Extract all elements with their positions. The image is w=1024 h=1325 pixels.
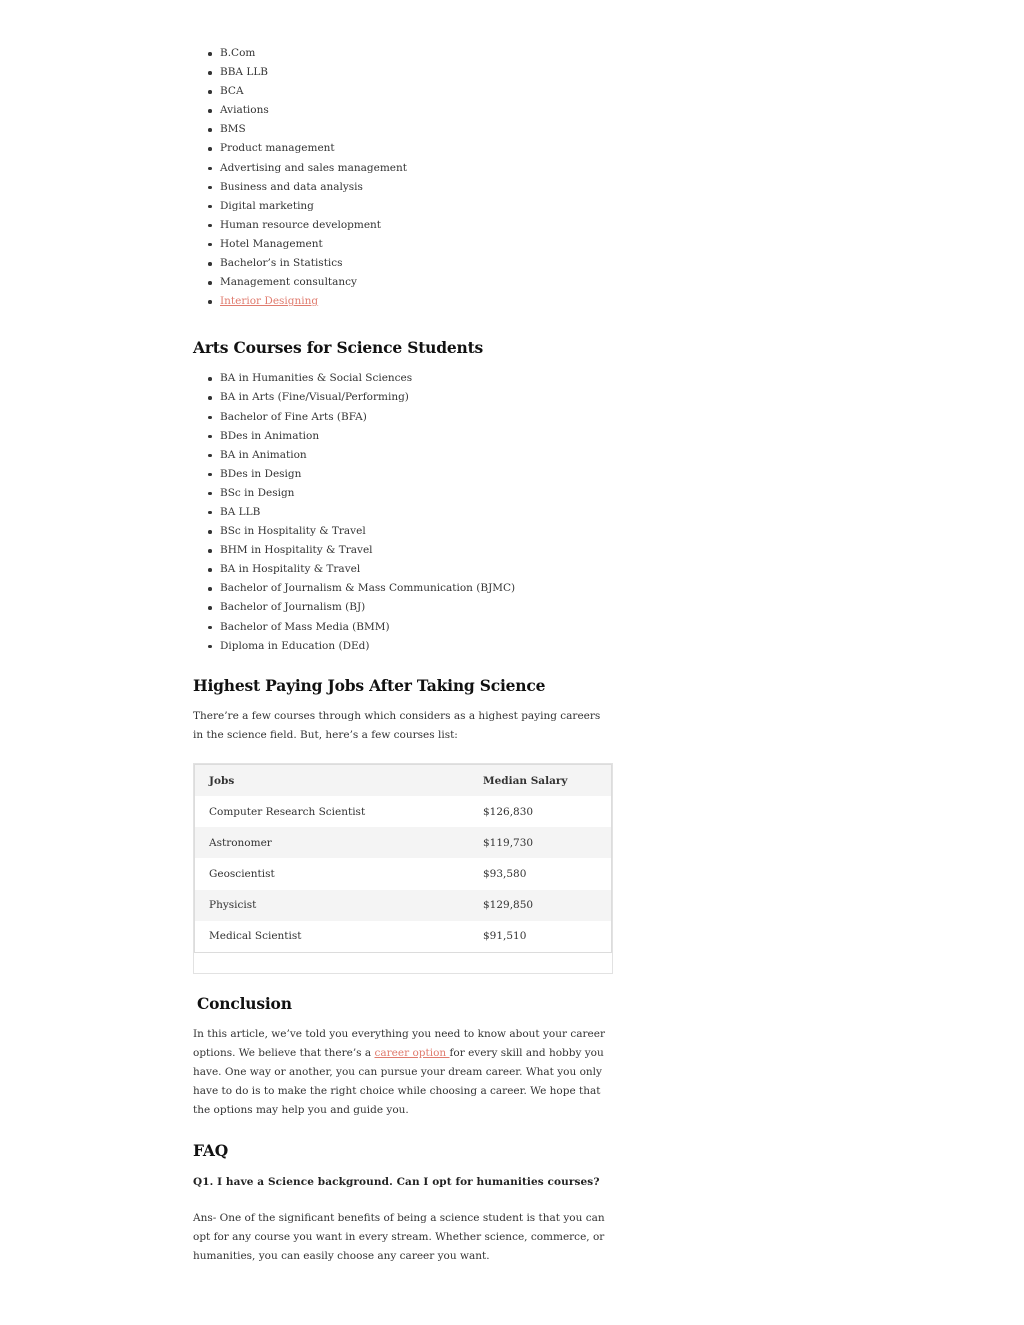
salary-cell: $126,830 — [469, 796, 612, 827]
list-item: Product management — [220, 139, 613, 158]
arts-courses-heading: Arts Courses for Science Students — [193, 338, 484, 358]
job-cell: Computer Research Scientist — [195, 796, 470, 827]
list-item: Bachelor of Mass Media (BMM) — [220, 618, 613, 637]
list-item: BA in Arts (Fine/Visual/Performing) — [220, 388, 613, 407]
interior-designing-link[interactable]: Interior Designing — [220, 295, 319, 308]
list-item: BA in Animation — [220, 446, 613, 465]
table-row — [195, 858, 612, 889]
salary-table — [194, 764, 612, 953]
list-item: Human resource development — [220, 216, 613, 235]
list-item: BA LLB — [220, 503, 613, 522]
salary-table-wrapper — [193, 763, 613, 974]
table-row — [195, 827, 612, 858]
list-item: Advertising and sales management — [220, 159, 613, 178]
list-item: BA in Humanities & Social Sciences — [220, 369, 613, 388]
salary-cell: $129,850 — [469, 890, 612, 921]
conclusion-heading: Conclusion — [197, 994, 292, 1014]
jobs-heading: Highest Paying Jobs After Taking Science — [193, 675, 546, 695]
list-item: BDes in Design — [220, 465, 613, 484]
list-item: Digital marketing — [220, 197, 613, 216]
list-item: Business and data analysis — [220, 178, 613, 197]
table-header-jobs: Jobs — [195, 764, 470, 796]
table-row — [195, 921, 612, 953]
arts-courses-list — [193, 369, 613, 655]
list-item: BHM in Hospitality & Travel — [220, 541, 613, 560]
salary-cell: $93,580 — [469, 858, 612, 889]
list-item: B.Com — [220, 44, 613, 63]
list-item: Bachelor of Journalism (BJ) — [220, 598, 613, 617]
conclusion-paragraph — [193, 1025, 613, 1120]
list-item: BCA — [220, 82, 613, 101]
faq-heading: FAQ — [193, 1140, 229, 1160]
list-item: BMS — [220, 120, 613, 139]
job-cell: Physicist — [195, 890, 470, 921]
list-item: BA in Hospitality & Travel — [220, 560, 613, 579]
list-item — [220, 292, 613, 311]
list-item: Bachelor of Journalism & Mass Communication (BJMC) — [220, 579, 613, 598]
table-row — [195, 890, 612, 921]
list-item: Aviations — [220, 101, 613, 120]
conclusion-text-end: for every skill and hobby you have. One way or another, you can pursue your dream career. What you only have to do is to make the right choice while choosing a career. We hope that the options may help you and guide you. — [193, 1047, 604, 1117]
list-item: Hotel Management — [220, 235, 613, 254]
list-item: Bachelor’s in Statistics — [220, 254, 613, 273]
article-content — [193, 44, 613, 1266]
list-item: Management consultancy — [220, 273, 613, 292]
faq-answer: Ans- One of the significant benefits of being a science student is that you can opt for any course you want in every stream. Whether science, commerce, or humanities, you can easily choose any career you want. — [193, 1211, 605, 1262]
career-option-link[interactable]: career option — [374, 1047, 450, 1060]
salary-cell: $91,510 — [469, 921, 612, 953]
list-item: BSc in Hospitality & Travel — [220, 522, 613, 541]
table-header-row — [195, 764, 612, 796]
list-item: Diploma in Education (DEd) — [220, 637, 613, 656]
faq-question: Q1. I have a Science background. Can I opt for humanities courses? — [193, 1175, 600, 1188]
jobs-intro: There’re a few courses through which considers as a highest paying careers in the science field. But, here’s a few courses list: — [193, 709, 601, 741]
list-item: BSc in Design — [220, 484, 613, 503]
job-cell: Medical Scientist — [195, 921, 470, 953]
job-cell: Astronomer — [195, 827, 470, 858]
courses-list — [193, 44, 613, 311]
list-item: BBA LLB — [220, 63, 613, 82]
salary-cell: $119,730 — [469, 827, 612, 858]
list-item: Bachelor of Fine Arts (BFA) — [220, 408, 613, 427]
list-item: BDes in Animation — [220, 427, 613, 446]
job-cell: Geoscientist — [195, 858, 470, 889]
table-header-salary: Median Salary — [469, 764, 612, 796]
table-row — [195, 796, 612, 827]
conclusion-text-start: In this article, we’ve told you everything you need to know about your career options. We believe that there’s a — [193, 1028, 605, 1060]
